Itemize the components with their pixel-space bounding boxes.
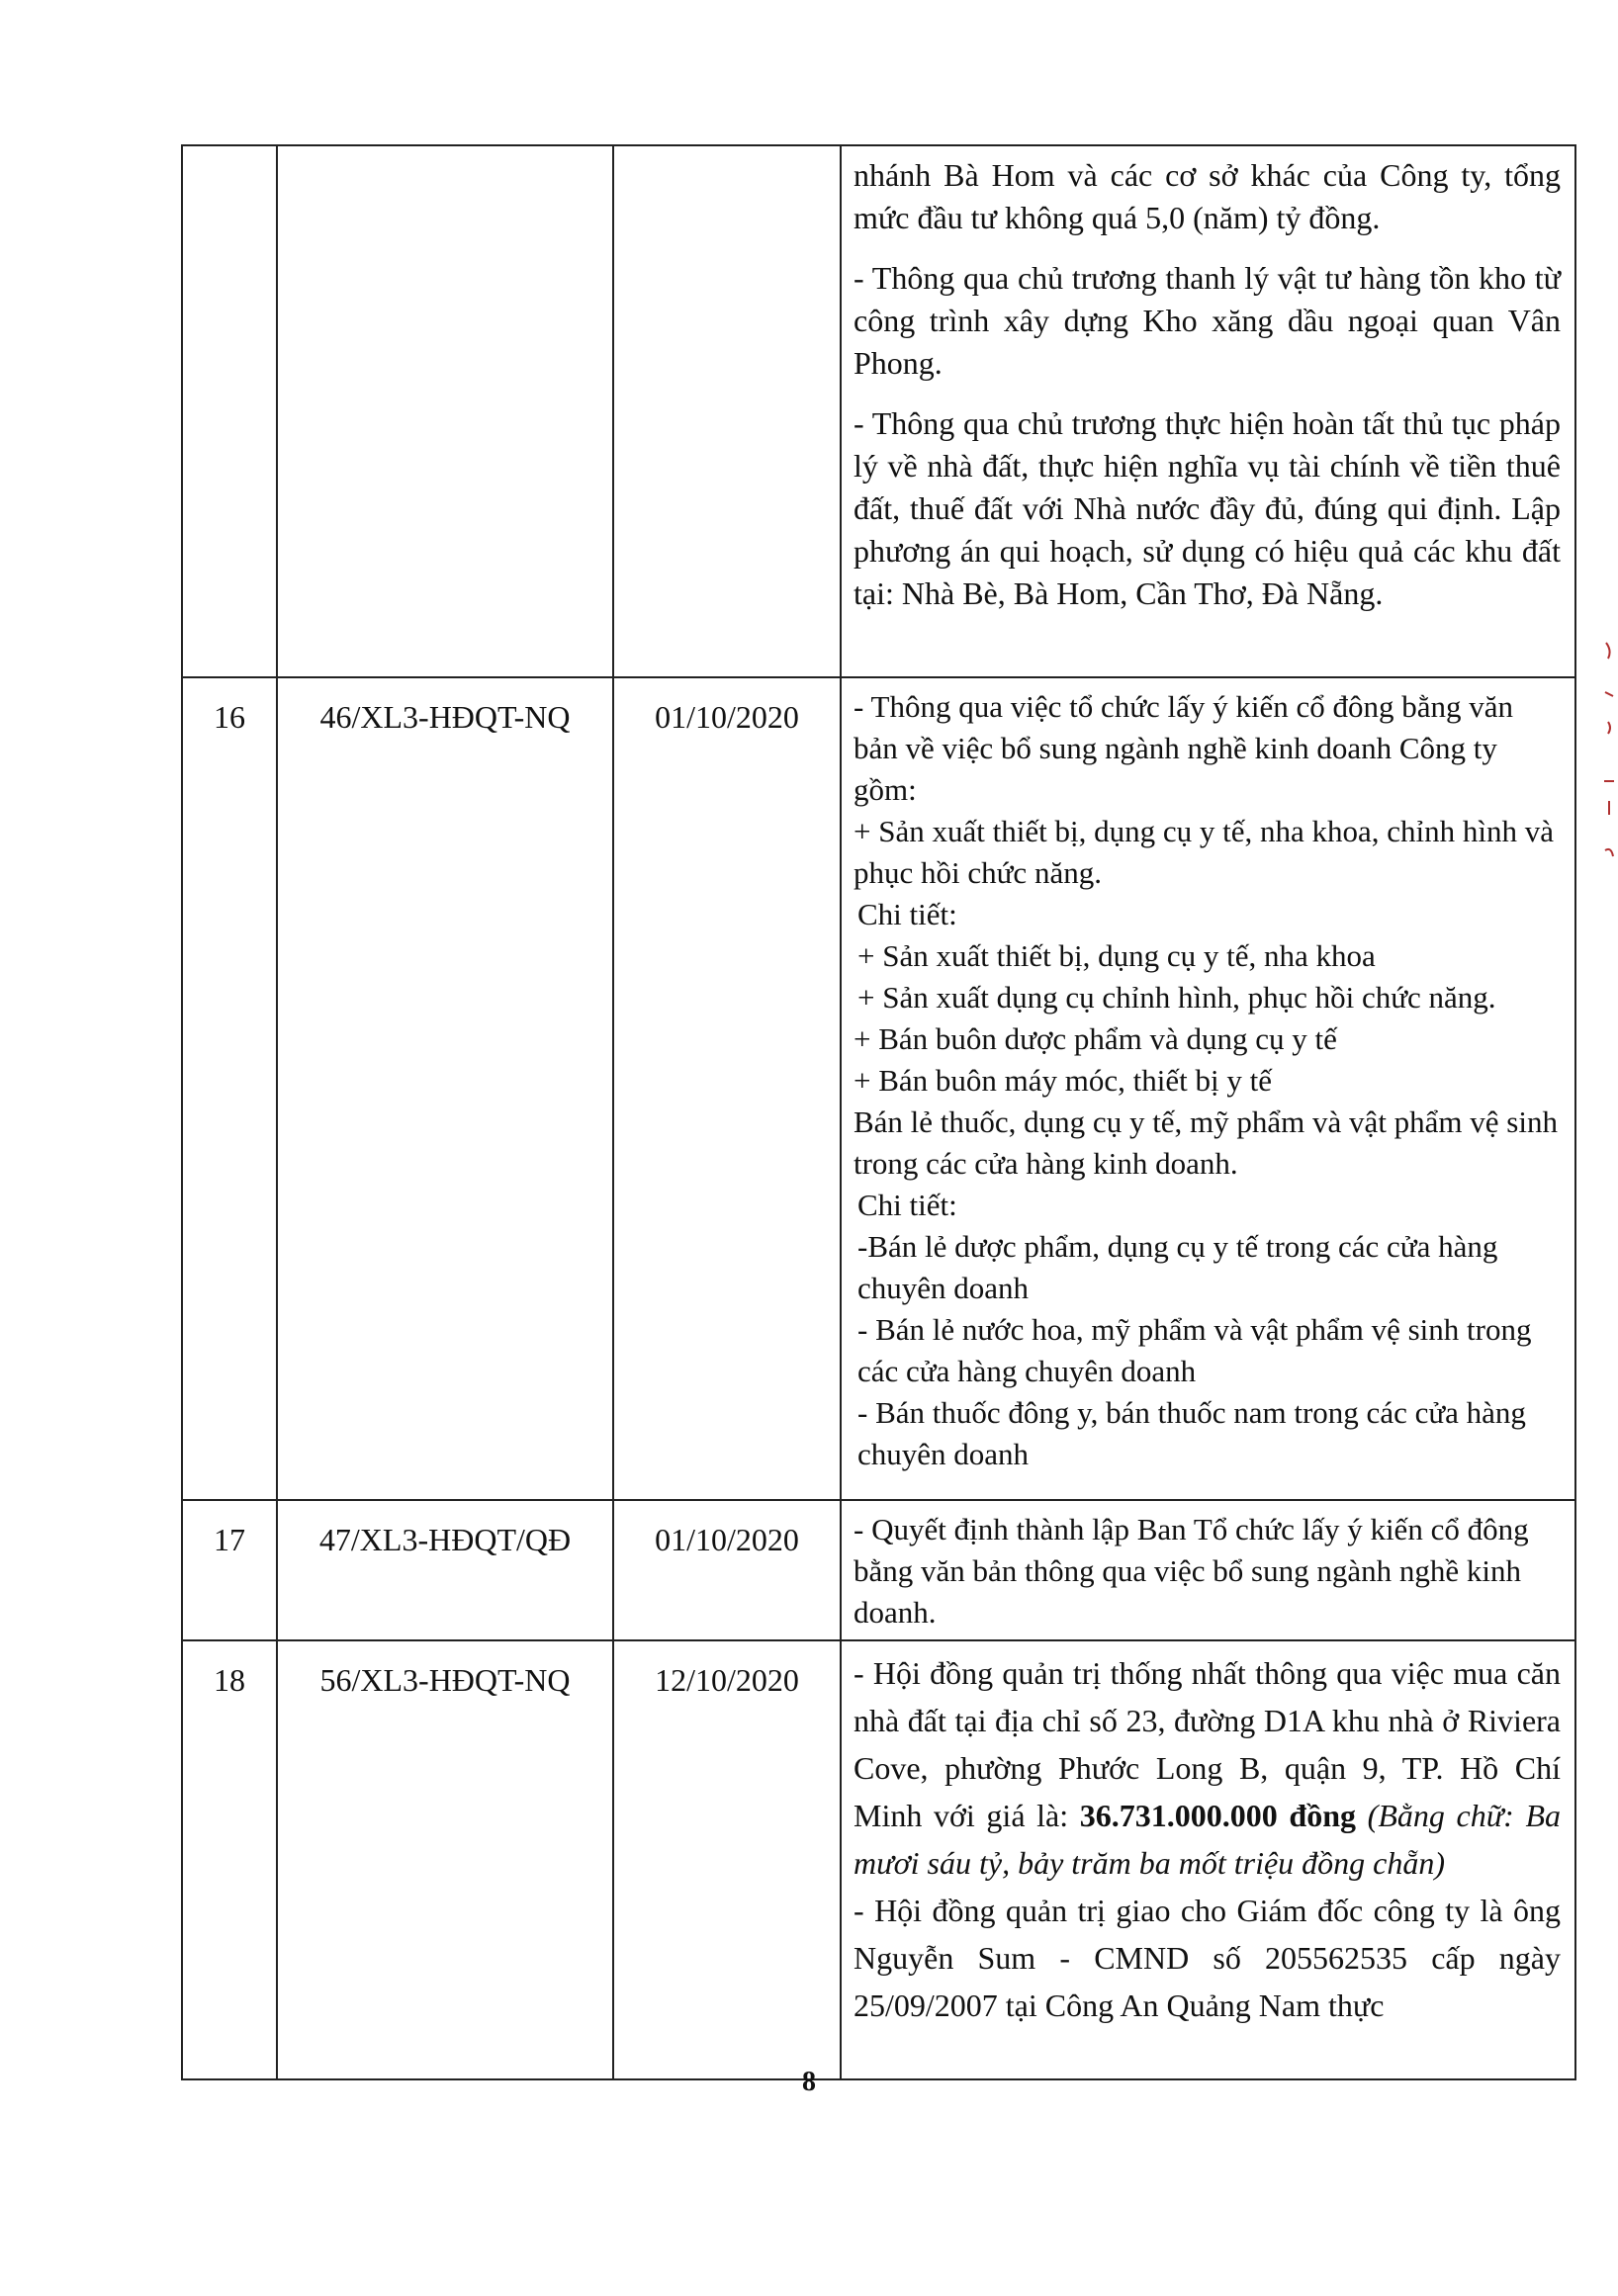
document-number-cell	[277, 145, 613, 677]
content-line: Chi tiết:	[857, 897, 957, 931]
row-number-cell: 16	[182, 677, 277, 1500]
content-line: Chi tiết:	[857, 1188, 957, 1222]
content-cell	[841, 1500, 1575, 1640]
content-cell	[841, 677, 1575, 1500]
content-paragraph: nhánh Bà Hom và các cơ sở khác của Công ty, tổng mức đầu tư không quá 5,0 (năm) tỷ đồng.	[854, 157, 1561, 235]
resolutions-table	[181, 144, 1576, 2080]
date-cell: 01/10/2020	[613, 677, 841, 1500]
content-line: - Thông qua việc tổ chức lấy ý kiến cổ đông bằng văn bản về việc bổ sung ngành nghề kinh doanh Công ty gồm:	[854, 689, 1514, 807]
content-line: Bán lẻ thuốc, dụng cụ y tế, mỹ phẩm và vật phẩm vệ sinh trong các cửa hàng kinh doanh.	[854, 1104, 1558, 1181]
row-number-cell	[182, 145, 277, 677]
document-number-cell: 47/XL3-HĐQT/QĐ	[277, 1500, 613, 1640]
row-number-cell: 18	[182, 1640, 277, 2079]
table-row	[182, 677, 1575, 1500]
content-line: - Quyết định thành lập Ban Tổ chức lấy ý kiến cổ đông bằng văn bản thông qua việc bổ sung ngành nghề kinh doanh.	[854, 1512, 1529, 1630]
content-cell	[841, 145, 1575, 677]
content-line: -Bán lẻ dược phẩm, dụng cụ y tế trong các cửa hàng chuyên doanh	[857, 1229, 1498, 1305]
page-number: 8	[802, 2067, 816, 2097]
date-cell: 12/10/2020	[613, 1640, 841, 2079]
document-number-cell: 56/XL3-HĐQT-NQ	[277, 1640, 613, 2079]
content-paragraph: - Hội đồng quản trị giao cho Giám đốc công ty là ông Nguyễn Sum - CMND số 205562535 cấp ngày 25/09/2007 tại Công An Quảng Nam thực	[854, 1893, 1561, 2023]
purchase-price: 36.731.000.000 đồng	[1079, 1798, 1357, 1833]
content-line: + Sản xuất dụng cụ chỉnh hình, phục hồi chức năng.	[857, 980, 1496, 1015]
content-paragraph: - Thông qua chủ trương thanh lý vật tư hàng tồn kho từ công trình xây dựng Kho xăng dầu ngoại quan Vân Phong.	[854, 260, 1561, 381]
table-row	[182, 1640, 1575, 2079]
content-paragraph: - Thông qua chủ trương thực hiện hoàn tất thủ tục pháp lý về nhà đất, thực hiện nghĩa vụ tài chính về tiền thuê đất, thuế đất với Nhà nước đầy đủ, đúng qui định. Lập phương án qui hoạch, sử dụng có hiệu quả các khu đất tại: Nhà Bè, Bà Hom, Cần Thơ, Đà Nẵng.	[854, 405, 1561, 611]
row-number-cell: 17	[182, 1500, 277, 1640]
price-in-words: (Bằng chữ: Ba mươi sáu tỷ, bảy trăm ba mốt triệu đồng chẵn)	[854, 1798, 1562, 1881]
content-cell	[841, 1640, 1575, 2079]
margin-stamp-fragment	[1602, 633, 1616, 890]
date-cell	[613, 145, 841, 677]
table-row	[182, 145, 1575, 677]
content-line: - Bán lẻ nước hoa, mỹ phẩm và vật phẩm vệ sinh trong các cửa hàng chuyên doanh	[857, 1312, 1532, 1388]
document-number-cell: 46/XL3-HĐQT-NQ	[277, 677, 613, 1500]
content-line: + Bán buôn dược phẩm và dụng cụ y tế	[854, 1021, 1337, 1056]
content-line: + Sản xuất thiết bị, dụng cụ y tế, nha khoa	[857, 938, 1376, 973]
content-paragraph	[854, 1649, 1561, 1887]
content-line: + Bán buôn máy móc, thiết bị y tế	[854, 1063, 1272, 1098]
content-line: + Sản xuất thiết bị, dụng cụ y tế, nha khoa, chỉnh hình và phục hồi chức năng.	[854, 814, 1554, 890]
table-row	[182, 1500, 1575, 1640]
date-cell: 01/10/2020	[613, 1500, 841, 1640]
content-line: - Bán thuốc đông y, bán thuốc nam trong các cửa hàng chuyên doanh	[857, 1395, 1526, 1471]
purchase-text: - Hội đồng quản trị thống nhất thông qua việc mua căn nhà đất tại địa chỉ số 23, đường D1A khu nhà ở Riviera Cove, phường Phước Long B, quận 9, TP. Hồ Chí Minh với giá là:	[854, 1655, 1561, 1833]
